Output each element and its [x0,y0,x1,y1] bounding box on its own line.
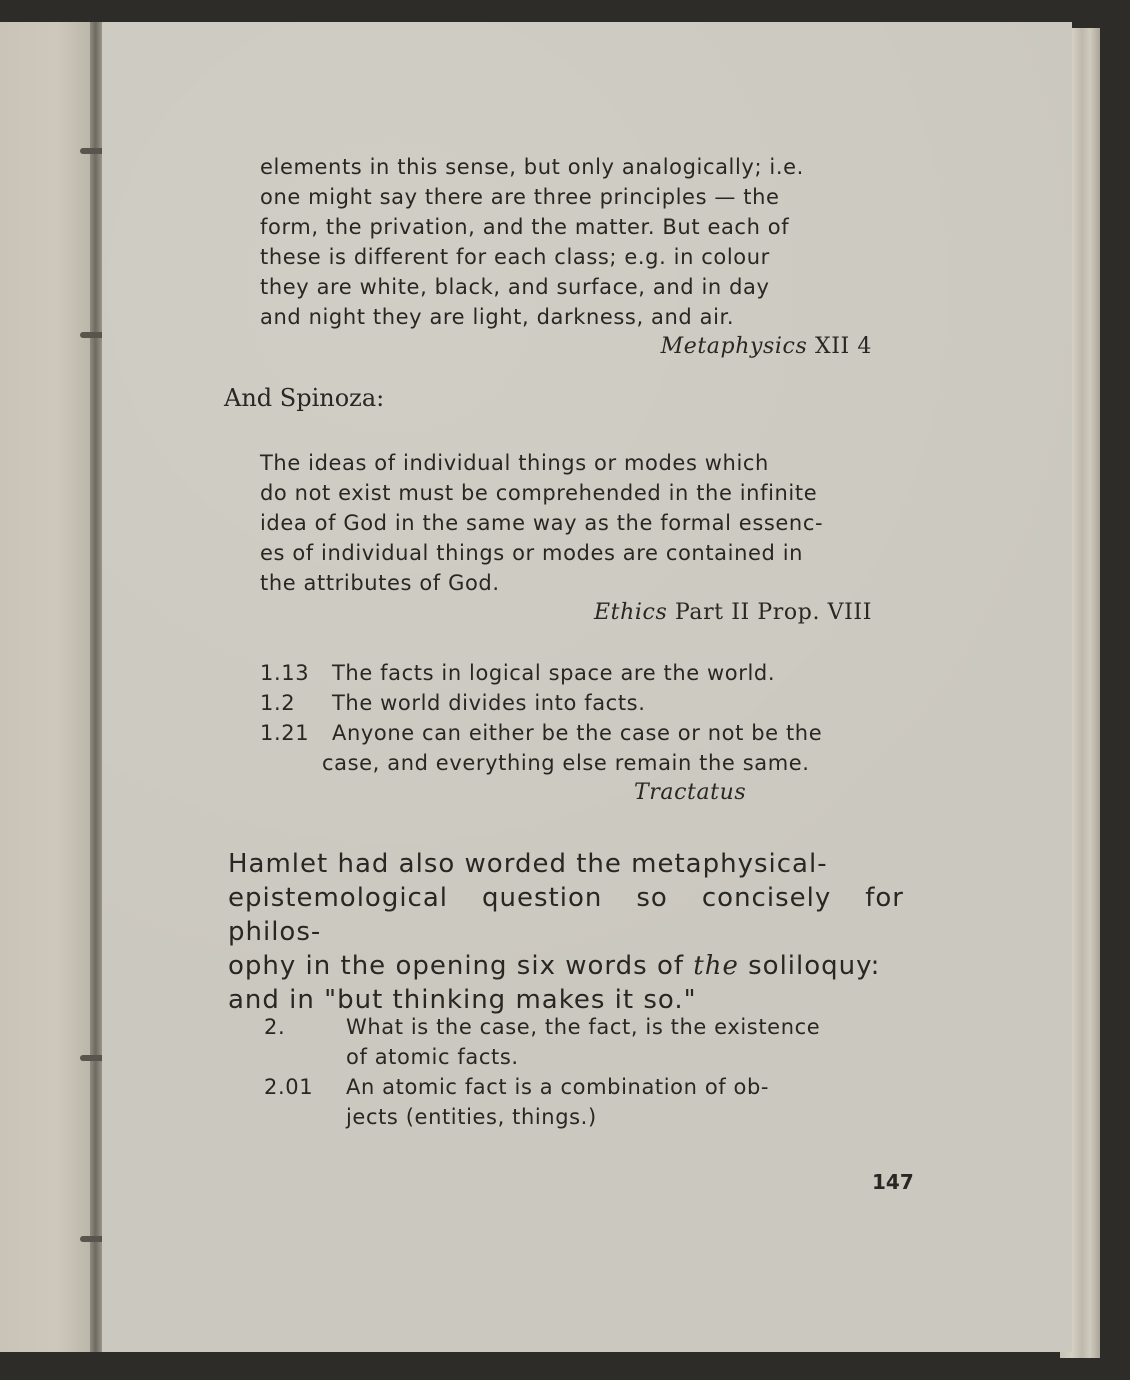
proposition-text: The world divides into facts. [332,691,646,715]
citation-ref: XII 4 [814,334,872,359]
proposition-number: 1.13 [260,661,310,685]
quote-line: they are white, black, and surface, and in day [260,275,770,299]
list-item [264,1042,880,1072]
proposition-text: case, and everything else remain the same. [322,751,810,775]
proposition-text: of atomic facts. [346,1045,519,1069]
quote-line: these is different for each class; e.g. in colour [260,245,770,269]
paragraph-line: epistemological question so concisely for philos- [228,883,904,947]
citation-ref: Part II Prop. VIII [674,600,872,625]
citation-title: Tractatus [634,780,747,805]
citation [260,332,872,362]
tractatus-list-1 [260,658,876,808]
list-item [260,688,876,718]
list-item [264,1102,880,1132]
proposition-number [260,748,322,778]
quote-line: The ideas of individual things or modes which [260,451,769,475]
text-span: soliloquy: [738,951,881,981]
proposition-text: The facts in logical space are the world. [332,661,776,685]
proposition-number: 1.2 [260,691,296,715]
spinoza-quote [260,448,872,628]
quote-line: one might say there are three principles — the [260,185,780,209]
proposition-number [264,1102,346,1132]
quote-line: the attributes of God. [260,571,500,595]
quote-line: es of individual things or modes are contained in [260,541,804,565]
spinoza-heading: And Spinoza: [224,384,385,412]
emphasis: the [693,951,739,981]
paragraph-line: Hamlet had also worded the metaphysical- [228,849,828,879]
quote-line: elements in this sense, but only analogically; i.e. [260,155,804,179]
proposition-text: Anyone can either be the case or not be the [332,721,823,745]
proposition-number: 2. [264,1015,286,1039]
list-item [260,658,876,688]
page-number: 147 [872,1170,914,1194]
proposition-number [264,1042,346,1072]
hamlet-paragraph [228,847,904,1017]
proposition-text: An atomic fact is a combination of ob- [346,1075,770,1099]
quote-line: and night they are light, darkness, and air. [260,305,735,329]
proposition-text: jects (entities, things.) [346,1105,597,1129]
paragraph-line: and in "but thinking makes it so." [228,985,697,1015]
aristotle-quote [260,152,872,362]
paragraph-line [228,949,904,983]
citation-title: Metaphysics [660,334,808,359]
left-page-edge [0,22,96,1352]
list-item [260,718,876,748]
quote-line: idea of God in the same way as the formal essenc- [260,511,824,535]
list-item [264,1012,880,1042]
tractatus-list-2 [264,1012,880,1132]
list-item [264,1072,880,1102]
book-page [102,22,1072,1352]
quote-line: form, the privation, and the matter. But each of [260,215,790,239]
list-item [260,748,876,778]
text-span: ophy in the opening six words of [228,951,694,981]
citation [260,598,872,628]
citation [260,778,876,808]
proposition-number: 2.01 [264,1075,314,1099]
proposition-text: What is the case, the fact, is the existence [346,1015,821,1039]
proposition-number: 1.21 [260,721,310,745]
citation-title: Ethics [594,600,668,625]
quote-line: do not exist must be comprehended in the infinite [260,481,818,505]
